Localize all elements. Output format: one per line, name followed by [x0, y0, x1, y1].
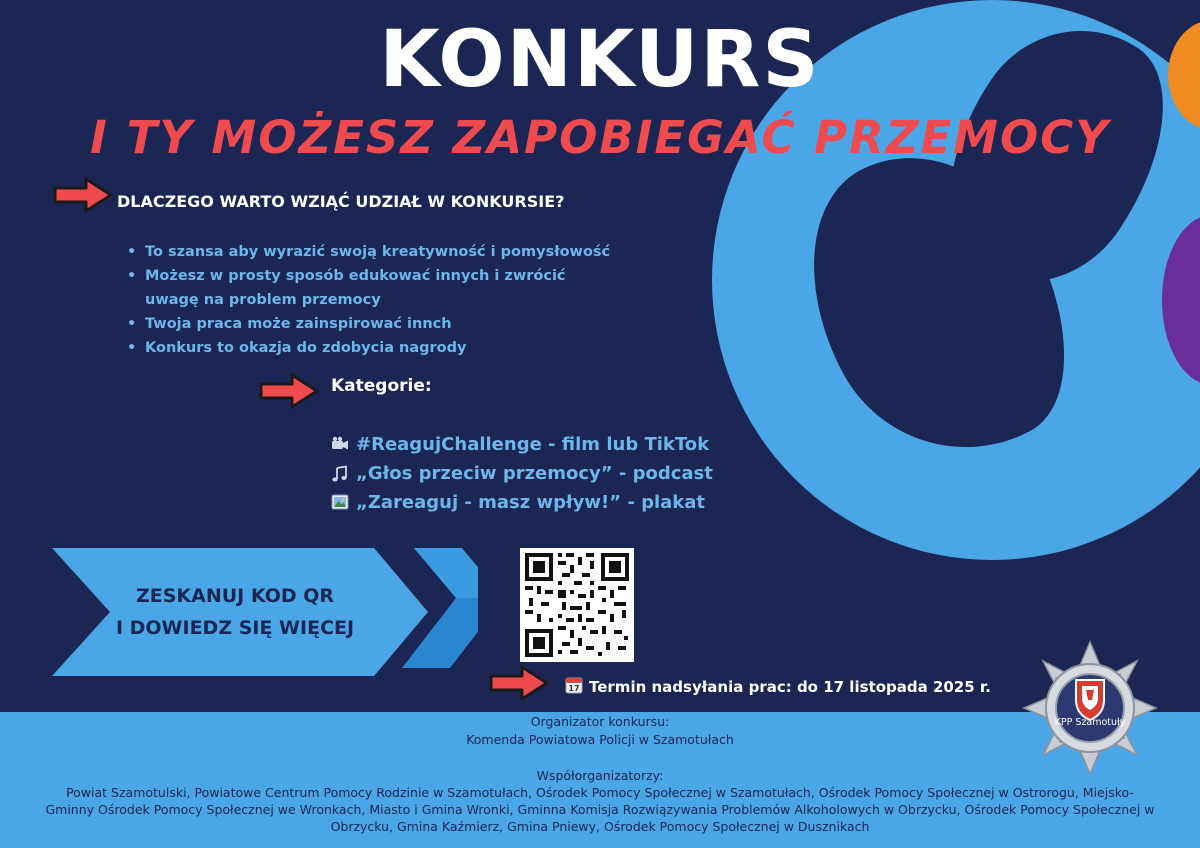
list-item — [330, 430, 770, 459]
categories-list — [330, 430, 770, 517]
list-item — [330, 488, 770, 517]
cta-text — [110, 580, 360, 644]
coorganizers-text: Powiat Szamotulski, Powiatowe Centrum Pomocy Rodzinie w Szamotułach, Ośrodek Pomocy Społecznej w Szamotułach, Ośrodek Pomocy Społecznej w Ostrorogu, Miejsko- Gminny Ośrodek Pomocy Społecznej we Wronkach, Miasto i Gmina Wronki, Gminna Komisja Rozwiązywania Problemów Alkoholowych w Obrzycku, Ośrodek Pomocy Społecznej w Obrzycku, Gmina Kaźmierz, Gmina Pniewy, Ośrodek Pomocy Społecznej w Dusznikach — [45, 785, 1155, 834]
deadline-text: Termin nadsyłania prac: do 17 listopada 2025 r. — [589, 678, 991, 696]
category-label: „Głos przeciw przemocy” - podcast — [356, 463, 713, 484]
music-icon — [330, 465, 350, 483]
category-label: #ReagujChallenge - film lub TikTok — [356, 434, 710, 455]
calendar-icon — [565, 676, 583, 694]
picture-icon — [330, 494, 350, 512]
svg-text:17: 17 — [568, 684, 580, 693]
list-item: • Konkurs to okazja do zdobycia nagrody — [123, 336, 643, 360]
category-label: „Zareaguj - masz wpływ!” - plakat — [356, 492, 706, 513]
arrow-right-icon — [258, 372, 320, 410]
categories-heading: Kategorie: — [331, 376, 432, 396]
arrow-right-icon — [52, 176, 114, 214]
reasons-list — [123, 240, 643, 360]
qr-code[interactable] — [520, 548, 634, 662]
arrow-right-icon — [488, 664, 550, 702]
organizer-name: Komenda Powiatowa Policji w Szamotułach — [466, 732, 734, 747]
poster-title: KONKURS — [379, 15, 821, 105]
list-item — [330, 459, 770, 488]
list-item: • To szansa aby wyrazić swoją kreatywność i pomysłowość — [123, 240, 643, 264]
poster-subtitle: I TY MOŻESZ ZAPOBIEGAĆ PRZEMOCY — [90, 111, 1110, 164]
cta-line: I DOWIEDZ SIĘ WIĘCEJ — [115, 617, 355, 639]
list-item: • Twoja praca może zainspirować innch — [123, 312, 643, 336]
coorganizers-label: Współorganizatorzy: — [536, 768, 664, 783]
camera-icon — [330, 436, 350, 454]
list-item: • Możesz w prosty sposób edukować innych i zwrócić uwagę na problem przemocy — [123, 264, 595, 312]
cta-line: ZESKANUJ KOD QR — [135, 585, 335, 607]
badge-label: KPP Szamotuły — [1054, 717, 1126, 728]
why-heading: DLACZEGO WARTO WZIĄĆ UDZIAŁ W KONKURSIE? — [117, 192, 565, 211]
organizer-label: Organizator konkursu: — [530, 714, 670, 729]
police-star-badge-icon — [1022, 640, 1158, 776]
